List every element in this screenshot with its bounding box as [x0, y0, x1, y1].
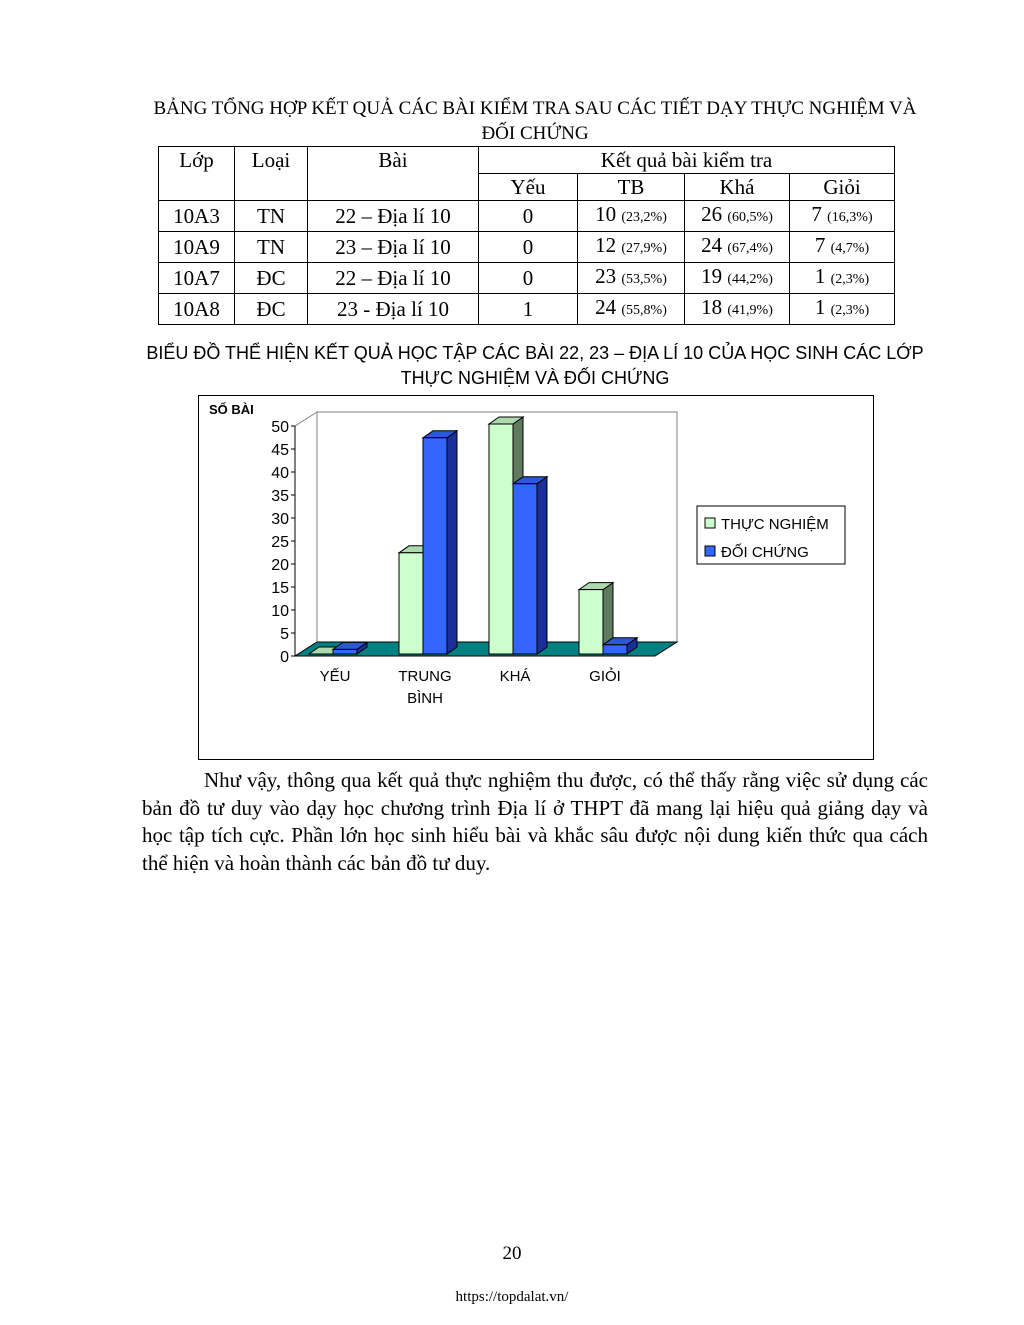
results-table [158, 146, 895, 325]
bar [333, 649, 357, 654]
cell-tb: 24 (55,8%) [578, 294, 685, 325]
cell-yeu: 1 [479, 294, 578, 325]
cell-bai: 23 - Địa lí 10 [308, 294, 479, 325]
legend-label: THỰC NGHIỆM [721, 516, 829, 533]
bar-side [447, 431, 457, 654]
bar [489, 424, 513, 654]
cell-loai: TN [235, 232, 308, 263]
bar-chart [199, 396, 873, 759]
cell-yeu: 0 [479, 263, 578, 294]
cell-lop: 10A8 [159, 294, 235, 325]
cell-tb: 12 (27,9%) [578, 232, 685, 263]
y-tick-label: 40 [271, 465, 289, 482]
y-tick-label: 25 [271, 534, 289, 551]
legend-label: ĐỐI CHỨNG [721, 544, 809, 561]
cell-loai: ĐC [235, 294, 308, 325]
cell-yeu: 0 [479, 201, 578, 232]
cell-lop: 10A3 [159, 201, 235, 232]
page-number: 20 [502, 1243, 522, 1264]
chart-container [198, 395, 874, 760]
header-ketqua: Kết quả bài kiểm tra [479, 147, 895, 174]
header-tb: TB [578, 174, 685, 201]
cell-yeu: 0 [479, 232, 578, 263]
legend-swatch [705, 518, 715, 528]
y-tick-label: 45 [271, 442, 289, 459]
cell-kha: 24 (67,4%) [685, 232, 790, 263]
cell-loai: TN [235, 201, 308, 232]
y-tick-label: 50 [271, 419, 289, 436]
cell-gioi: 1 (2,3%) [790, 263, 895, 294]
table-row [159, 263, 895, 294]
bar [579, 590, 603, 654]
table-row [159, 294, 895, 325]
y-tick-label: 15 [271, 580, 289, 597]
x-tick-label: TRUNG [398, 668, 452, 685]
header-gioi: Giỏi [790, 174, 895, 201]
cell-bai: 23 – Địa lí 10 [308, 232, 479, 263]
source-url: https://topdalat.vn/ [455, 1289, 569, 1305]
conclusion-paragraph: Như vậy, thông qua kết quả thực nghiệm thu được, có thể thấy rằng việc sử dụng các bản đồ tư duy vào dạy học chương trình Địa lí ở THPT đã mang lại hiệu quả giảng dạy và học tập tích cực. Phần lớn học sinh hiểu bài và khắc sâu được nội dung kiến thức qua cách thể hiện và hoàn thành các bản đồ tư duy. [142, 768, 928, 875]
cell-gioi: 1 (2,3%) [790, 294, 895, 325]
chart-title: BIỂU ĐỒ THỂ HIỆN KẾT QUẢ HỌC TẬP CÁC BÀI 22, 23 – ĐỊA LÍ 10 CỦA HỌC SINH CÁC LỚP THỰC NGHIỆM VÀ ĐỐI CHỨNG [146, 343, 924, 388]
cell-bai: 22 – Địa lí 10 [308, 263, 479, 294]
y-tick-label: 20 [271, 557, 289, 574]
y-tick-label: 0 [280, 649, 289, 666]
x-tick-label: KHÁ [499, 668, 531, 685]
header-bai: Bài [308, 147, 479, 201]
cell-tb: 10 (23,2%) [578, 201, 685, 232]
chart-side-wall [295, 412, 317, 656]
header-yeu: Yếu [479, 174, 578, 201]
cell-kha: 18 (41,9%) [685, 294, 790, 325]
y-tick-label: 30 [271, 511, 289, 528]
header-loai: Loại [235, 147, 308, 201]
table-title: BẢNG TỔNG HỢP KẾT QUẢ CÁC BÀI KIỂM TRA SAU CÁC TIẾT DẠY THỰC NGHIỆM VÀ ĐỐI CHỨNG [153, 98, 917, 144]
bar [423, 438, 447, 654]
x-tick-label: GIỎI [589, 668, 621, 685]
table-row [159, 232, 895, 263]
header-kha: Khá [685, 174, 790, 201]
cell-lop: 10A9 [159, 232, 235, 263]
cell-bai: 22 – Địa lí 10 [308, 201, 479, 232]
bar [399, 553, 423, 654]
x-tick-label: YẾU [319, 668, 351, 685]
x-tick-label: BÌNH [407, 690, 443, 707]
bar [603, 645, 627, 654]
cell-tb: 23 (53,5%) [578, 263, 685, 294]
y-tick-label: 10 [271, 603, 289, 620]
cell-lop: 10A7 [159, 263, 235, 294]
table-row [159, 201, 895, 232]
cell-loai: ĐC [235, 263, 308, 294]
y-tick-label: 35 [271, 488, 289, 505]
cell-kha: 19 (44,2%) [685, 263, 790, 294]
bar-side [537, 477, 547, 654]
chart-ylabel: SỐ BÀI [209, 402, 254, 417]
cell-kha: 26 (60,5%) [685, 201, 790, 232]
header-lop: Lớp [159, 147, 235, 201]
cell-gioi: 7 (16,3%) [790, 201, 895, 232]
bar [513, 484, 537, 654]
legend-swatch [705, 546, 715, 556]
cell-gioi: 7 (4,7%) [790, 232, 895, 263]
y-tick-label: 5 [280, 626, 289, 643]
